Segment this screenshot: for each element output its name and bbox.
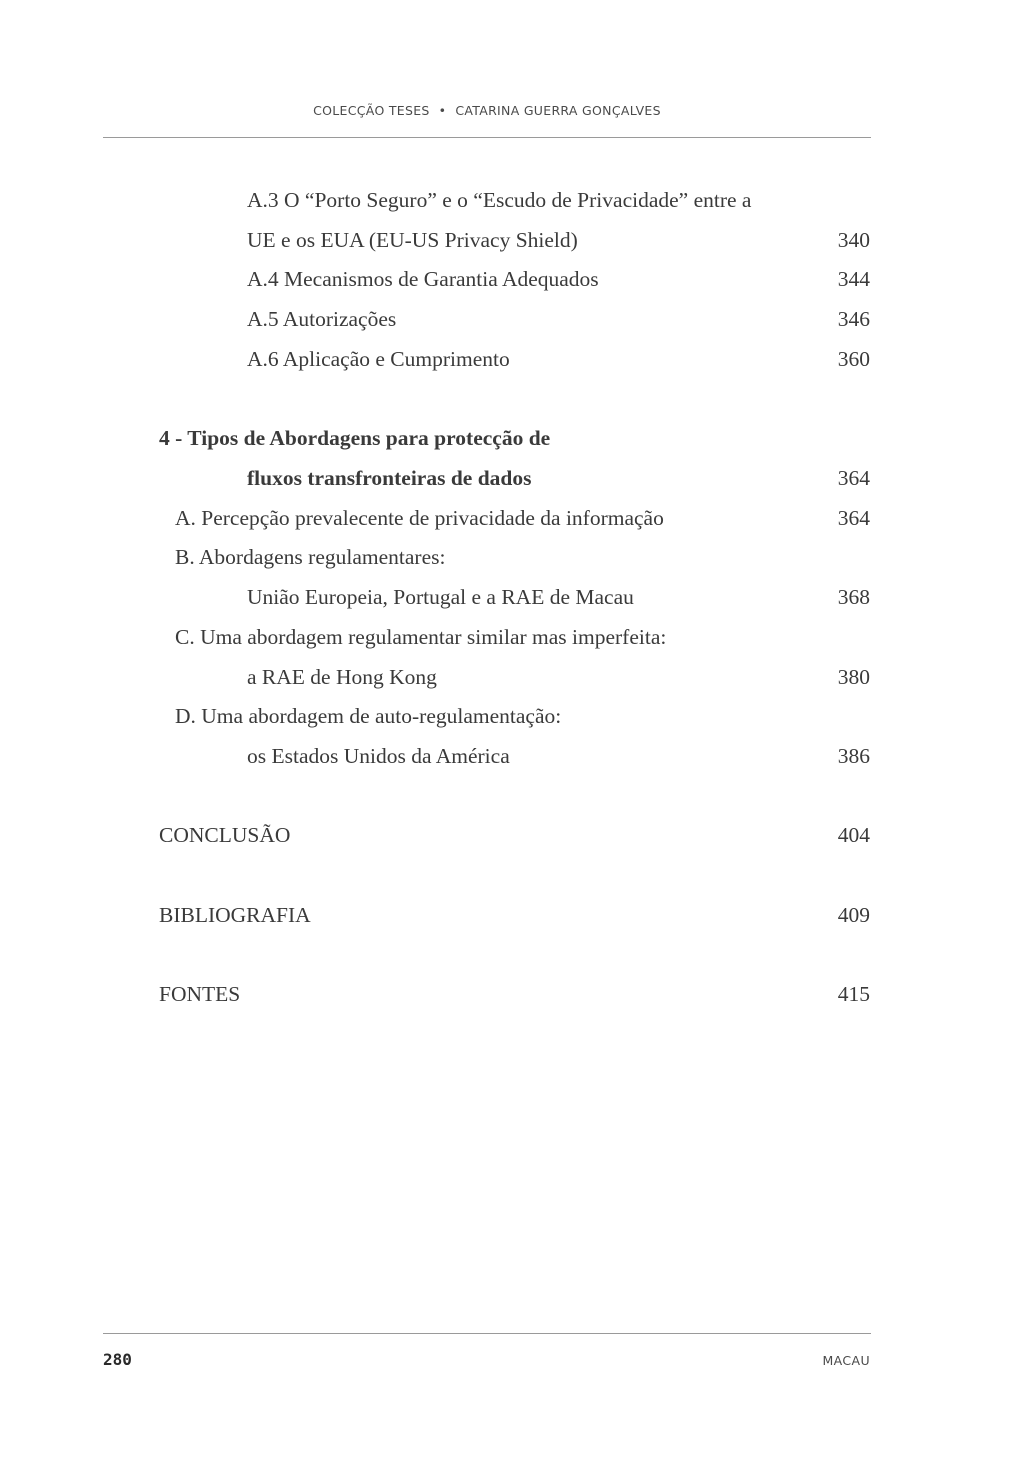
toc-section-c-line2: a RAE de Hong Kong xyxy=(247,665,437,689)
toc-section-c-line1: C. Uma abordagem regulamentar similar mas imperfeita: xyxy=(175,625,667,649)
toc-page-bibliografia: 409 xyxy=(837,903,870,927)
footer-location: MACAU xyxy=(822,1353,870,1368)
toc-page-section-d: 386 xyxy=(837,744,870,768)
toc-conclusao: CONCLUSÃO xyxy=(159,823,291,847)
toc-page-a6: 360 xyxy=(837,347,870,371)
toc-entry-a5: A.5 Autorizações xyxy=(247,307,397,331)
toc-fontes: FONTES xyxy=(159,982,241,1006)
author-name: CATARINA GUERRA GONÇALVES xyxy=(455,103,661,118)
toc-page-a3: 340 xyxy=(837,228,870,252)
toc-page-a5: 346 xyxy=(837,307,870,331)
footer-rule xyxy=(103,1333,871,1334)
toc-chapter-4-line2: fluxos transfronteiras de dados xyxy=(247,466,532,490)
header-separator: • xyxy=(438,103,447,118)
toc-page-fontes: 415 xyxy=(837,982,870,1006)
toc-page-chapter-4: 364 xyxy=(837,466,870,490)
toc-page-section-a: 364 xyxy=(837,506,870,530)
toc-entry-a4: A.4 Mecanismos de Garantia Adequados xyxy=(247,267,599,291)
toc-section-b-line2: União Europeia, Portugal e a RAE de Macau xyxy=(247,585,634,609)
toc-entry-a3-line2: UE e os EUA (EU-US Privacy Shield) xyxy=(247,228,578,252)
toc-section-d-line1: D. Uma abordagem de auto-regulamentação: xyxy=(175,704,562,728)
toc-section-d-line2: os Estados Unidos da América xyxy=(247,744,510,768)
toc-bibliografia: BIBLIOGRAFIA xyxy=(159,903,311,927)
toc-page-a4: 344 xyxy=(837,267,870,291)
toc-entry-a3-line1: A.3 O “Porto Seguro” e o “Escudo de Privacidade” entre a xyxy=(247,188,752,212)
page-number: 280 xyxy=(103,1350,132,1369)
header-rule xyxy=(103,137,871,138)
toc-page-section-b: 368 xyxy=(837,585,870,609)
toc-page-conclusao: 404 xyxy=(837,823,870,847)
toc-page-section-c: 380 xyxy=(837,665,870,689)
toc-entry-a6: A.6 Aplicação e Cumprimento xyxy=(247,347,510,371)
toc-section-a: A. Percepção prevalecente de privacidade da informação xyxy=(175,506,664,530)
toc-section-b-line1: B. Abordagens regulamentares: xyxy=(175,545,446,569)
running-header xyxy=(103,103,871,118)
series-title: COLECÇÃO TESES xyxy=(313,103,430,118)
toc-chapter-4-line1: 4 - Tipos de Abordagens para protecção de xyxy=(159,426,551,450)
